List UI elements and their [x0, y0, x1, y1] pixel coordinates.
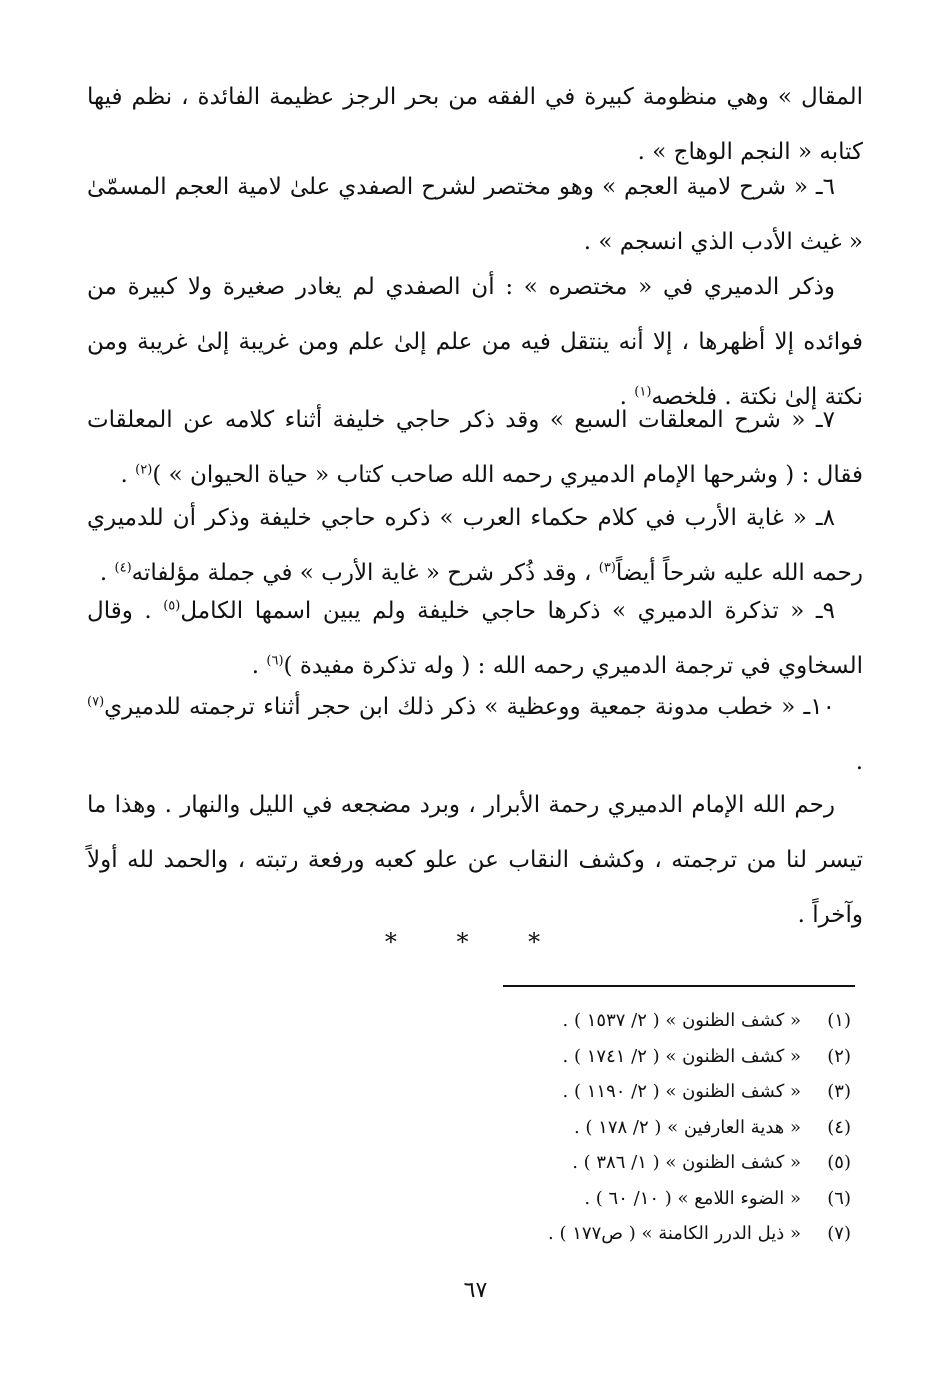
footnote-number: (٣)	[827, 1081, 851, 1102]
footnote-text: « كشف الظنون » ( ٢/ ١١٩٠ ) .	[562, 1081, 801, 1102]
paragraph-summary: وذكر الدميري في « مختصره » : أن الصفدي لم يغادر صغيرة ولا كبيرة من فوائده إلا أظهرها ، إلا أنه ينتقل فيه من علم إلىٰ علم ومن غريبة إلىٰ غريبة ومن نكتة إلىٰ نكتة . فلخصه$^{(١)}$ .	[87, 274, 863, 410]
footnote-number: (٢)	[827, 1045, 851, 1067]
footnote-1	[431, 1003, 851, 1039]
paragraph-item-10: ١٠ـ « خطب مدونة جمعية ووعظية » ذكر ذلك ابن حجر أثناء ترجمته للدميري$^{(٧)}$ .	[87, 694, 863, 775]
section-separator: * * *	[384, 928, 567, 956]
footnote-text: « كشف الظنون » ( ٢/ ١٥٣٧ ) .	[562, 1010, 801, 1031]
footnote-text: « ذيل الدرر الكامنة » ( ص١٧٧ ) .	[548, 1223, 801, 1244]
footnote-2	[431, 1039, 851, 1075]
footnote-number: (٤)	[827, 1116, 851, 1138]
paragraph-closing: رحم الله الإمام الدميري رحمة الأبرار ، وبرد مضجعه في الليل والنهار . وهذا ما تيسر لنا من ترجمته ، وكشف النقاب عن علو كعبه ورفعة رتبته ، والحمد لله أولاً وآخراً .	[87, 792, 863, 928]
footnote-text: « كشف الظنون » ( ٢/ ١٧٤١ ) .	[562, 1045, 801, 1067]
footnote-divider	[503, 985, 855, 987]
footnote-5	[431, 1145, 851, 1181]
footnote-number: (٦)	[827, 1187, 851, 1209]
footnote-text: « كشف الظنون » ( ١/ ٣٨٦ ) .	[572, 1152, 801, 1173]
page-number: ٦٧	[463, 1278, 488, 1303]
footnote-6	[431, 1181, 851, 1217]
footnote-3	[431, 1074, 851, 1110]
footnote-number: (١)	[827, 1010, 851, 1031]
footnote-ref-5: (٥)	[163, 598, 181, 614]
footnote-text: « هدية العارفين » ( ٢/ ١٧٨ ) .	[573, 1116, 801, 1138]
footnote-7	[431, 1216, 851, 1252]
footnote-ref-7: (٧)	[87, 694, 105, 710]
footnote-number: (٧)	[827, 1223, 851, 1244]
footnote-ref-2: (٢)	[135, 462, 153, 478]
paragraph-continuation: المقال » وهي منظومة كبيرة في الفقه من بحر الرجز عظيمة الفائدة ، نظم فيها كتابه « النجم الوهاج » .	[87, 84, 863, 165]
paragraph-item-9: ٩ـ « تذكرة الدميري » ذكرها حاجي خليفة ولم يبين اسمها الكامل$^{(٥)}$ . وقال السخاوي في ترجمة الدميري رحمه الله : ( وله تذكرة مفيدة )$^{(٦)}$ .	[87, 598, 863, 679]
paragraph-item-7: ٧ـ « شرح المعلقات السبع » وقد ذكر حاجي خليفة أثناء كلامه عن المعلقات فقال : ( وشرحها الإمام الدميري رحمه الله صاحب كتاب « حياة الحيوان » )$^{(٢)}$ .	[87, 407, 863, 488]
paragraph-item-6: ٦ـ « شرح لامية العجم » وهو مختصر لشرح الصفدي علىٰ لامية العجم المسمّىٰ « غيث الأدب الذي انسجم » .	[87, 174, 863, 255]
footnote-ref-1: (١)	[634, 384, 652, 400]
footnote-4	[431, 1110, 851, 1146]
footnote-text: « الضوء اللامع » ( ١٠/ ٦٠ ) .	[584, 1187, 801, 1209]
footnote-ref-4: (٤)	[114, 560, 132, 576]
paragraph-item-8: ٨ـ « غاية الأرب في كلام حكماء العرب » ذكره حاجي خليفة وذكر أن للدميري رحمه الله عليه شرحاً أيضاً$^{(٣)}$ ، وقد ذُكر شرح « غاية الأرب » في جملة مؤلفاته$^{(٤)}$ .	[87, 505, 863, 586]
footnote-ref-6: (٦)	[266, 653, 284, 669]
footnote-ref-3: (٣)	[598, 560, 616, 576]
footnotes-list	[431, 1003, 851, 1252]
footnote-number: (٥)	[827, 1152, 851, 1173]
